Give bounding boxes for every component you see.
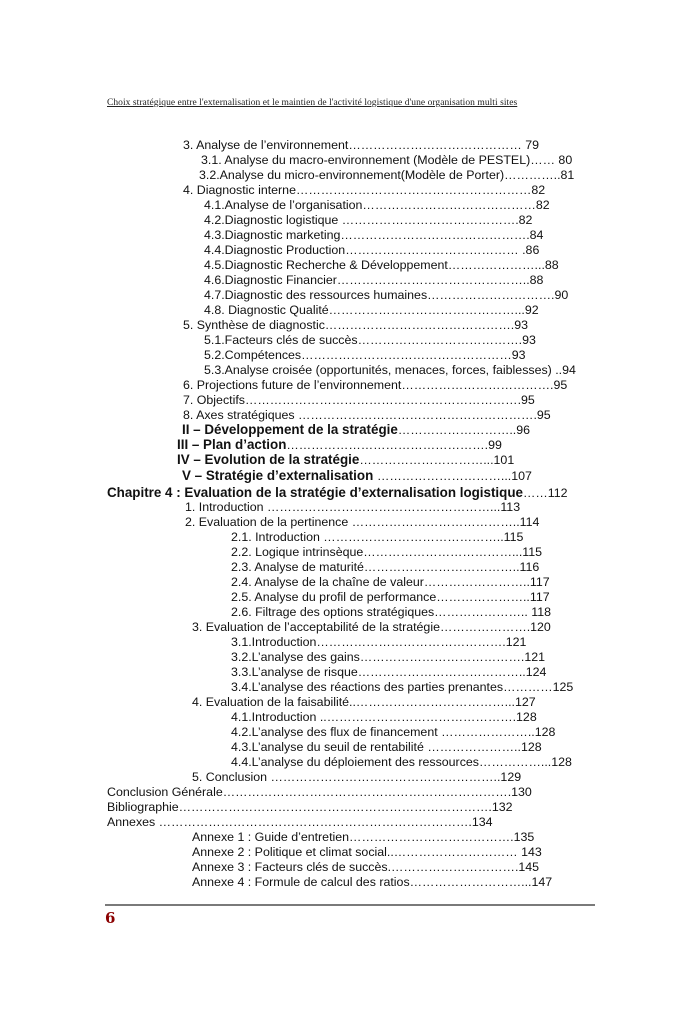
- toc-entry[interactable]: 5.3.Analyse croisée (opportunités, menaces, forces, faiblesses) ..94: [204, 363, 576, 377]
- toc-entry-leader-page: …………………………...107: [376, 469, 532, 483]
- page-number: 6: [105, 909, 116, 927]
- toc-entry[interactable]: 2.3. Analyse de maturité………………………………..116: [231, 560, 540, 574]
- toc-entry[interactable]: 5. Conclusion ………………………………………………..129: [192, 770, 522, 784]
- toc-entry[interactable]: 3.3.L’analyse de risque…………………………………..124: [231, 665, 547, 679]
- toc-entry[interactable]: 4.2.Diagnostic logistique …………………………………….82: [204, 213, 533, 227]
- toc-entry[interactable]: 4.5.Diagnostic Recherche & Développement…………………...88: [204, 258, 559, 272]
- toc-entry[interactable]: 4.1.Analyse de l’organisation……………………………………82: [204, 198, 550, 212]
- toc-entry-leader-page: ……112: [522, 486, 568, 500]
- toc-entry[interactable]: 2.5. Analyse du profil de performance…………………..117: [231, 590, 550, 604]
- toc-entry[interactable]: 3.2.L’analyse des gains………………………………….121: [231, 650, 546, 664]
- toc-entry[interactable]: 5.2.Compétences……………………………………………93: [204, 348, 526, 362]
- toc-entry[interactable]: Annexes ………………………………………………………………….134: [107, 815, 493, 829]
- toc-entry[interactable]: Annexe 3 : Facteurs clés de succès.………………………….145: [192, 860, 540, 874]
- toc-entry[interactable]: [177, 452, 514, 468]
- toc-entry[interactable]: 2.6. Filtrage des options stratégiques………………….. 118: [231, 605, 552, 619]
- toc-entry[interactable]: 4.2.L’analyse des flux de financement …………………..128: [231, 725, 556, 739]
- toc-entry[interactable]: 7. Objectifs………………………………………………………….95: [183, 393, 535, 407]
- toc-entry[interactable]: 4. Evaluation de la faisabilité..………………………………...127: [192, 695, 536, 709]
- toc-entry[interactable]: 3. Analyse de l’environnement…………………………………… 79: [183, 138, 540, 152]
- toc-entry[interactable]: 2. Evaluation de la pertinence …………………………………..114: [185, 515, 540, 529]
- toc-entry-title: III – Plan d’action: [177, 437, 287, 452]
- toc-entry[interactable]: 2.4. Analyse de la chaîne de valeur……………………..117: [231, 575, 550, 589]
- footer-divider: [105, 904, 595, 906]
- toc-entry[interactable]: Bibliographie………………………………………………………………….132: [107, 800, 513, 814]
- toc-entry-title: Chapitre 4 : Evaluation de la stratégie d’externalisation logistique: [107, 485, 523, 500]
- toc-entry[interactable]: 3.1. Analyse du macro-environnement (Modèle de PESTEL)…… 80: [201, 153, 573, 167]
- toc-entry[interactable]: Conclusion Générale…………………………………………………………….130: [107, 785, 532, 799]
- toc-entry[interactable]: 4. Diagnostic interne…………………………………………………82: [183, 183, 546, 197]
- toc-entry[interactable]: 4.4.L’analyse du déploiement des ressources……………...128: [231, 755, 572, 769]
- toc-entry[interactable]: [182, 422, 530, 438]
- toc-entry-leader-page: ………………………………………….99: [286, 438, 502, 452]
- toc-entry[interactable]: 4.7.Diagnostic des ressources humaines………………………….90: [204, 288, 569, 302]
- toc-entry[interactable]: Annexe 1 : Guide d’entretien………………………………….135: [192, 830, 535, 844]
- toc-entry[interactable]: [107, 485, 568, 501]
- toc-entry[interactable]: 4.3.L’analyse du seuil de rentabilité …………………..128: [231, 740, 542, 754]
- toc-entry[interactable]: 4.1.Introduction ..……………………………………….128: [231, 710, 537, 724]
- toc-entry[interactable]: 2.2. Logique intrinsèque………………………………...115: [231, 545, 543, 559]
- toc-entry[interactable]: 3.2.Analyse du micro-environnement(Modèle de Porter)…………..81: [199, 168, 575, 182]
- toc-entry[interactable]: 2.1. Introduction ……………………………………..115: [231, 530, 524, 544]
- toc-entry[interactable]: 6. Projections future de l’environnement……………………………….95: [183, 378, 568, 392]
- running-header: Choix stratégique entre l'externalisation et le maintien de l'activité logistique d'une organisation multi sites: [107, 98, 518, 108]
- toc-entry-title: V – Stratégie d’externalisation: [182, 468, 377, 483]
- toc-entry-title: IV – Evolution de la stratégie: [177, 452, 360, 467]
- toc-entry-leader-page: ………………………..96: [397, 423, 531, 437]
- toc-entry[interactable]: 1. Introduction ………………………………………………...113: [185, 500, 521, 514]
- toc-entry[interactable]: Annexe 2 : Politique et climat social..………………………… 143: [192, 845, 542, 859]
- toc-entry[interactable]: 4.3.Diagnostic marketing……………………………………….84: [204, 228, 544, 242]
- toc-entry[interactable]: 5.1.Facteurs clés de succès………………………………….93: [204, 333, 536, 347]
- toc-entry-leader-page: …………………………...101: [359, 453, 515, 467]
- toc-entry[interactable]: 8. Axes stratégiques ………………………………………………….95: [183, 408, 551, 422]
- toc-entry[interactable]: [177, 437, 502, 453]
- toc-entry[interactable]: Annexe 4 : Formule de calcul des ratios………………………...147: [192, 875, 553, 889]
- toc-entry-title: II – Développement de la stratégie: [182, 422, 398, 437]
- toc-entry[interactable]: 5. Synthèse de diagnostic……………………………………….93: [183, 318, 528, 332]
- toc-entry[interactable]: 3.4.L’analyse des réactions des parties prenantes…………125: [231, 680, 574, 694]
- toc-entry[interactable]: 4.4.Diagnostic Production…………………………………… .86: [204, 243, 540, 257]
- toc-entry[interactable]: 4.6.Diagnostic Financier………………………………………..88: [204, 273, 544, 287]
- toc-entry[interactable]: 3. Evaluation de l’acceptabilité de la stratégie………………….120: [192, 620, 551, 634]
- toc-entry[interactable]: [182, 468, 532, 484]
- toc-entry[interactable]: 4.8. Diagnostic Qualité………………………………………...92: [204, 303, 539, 317]
- toc-entry[interactable]: 3.1.Introduction……………………………………….121: [231, 635, 527, 649]
